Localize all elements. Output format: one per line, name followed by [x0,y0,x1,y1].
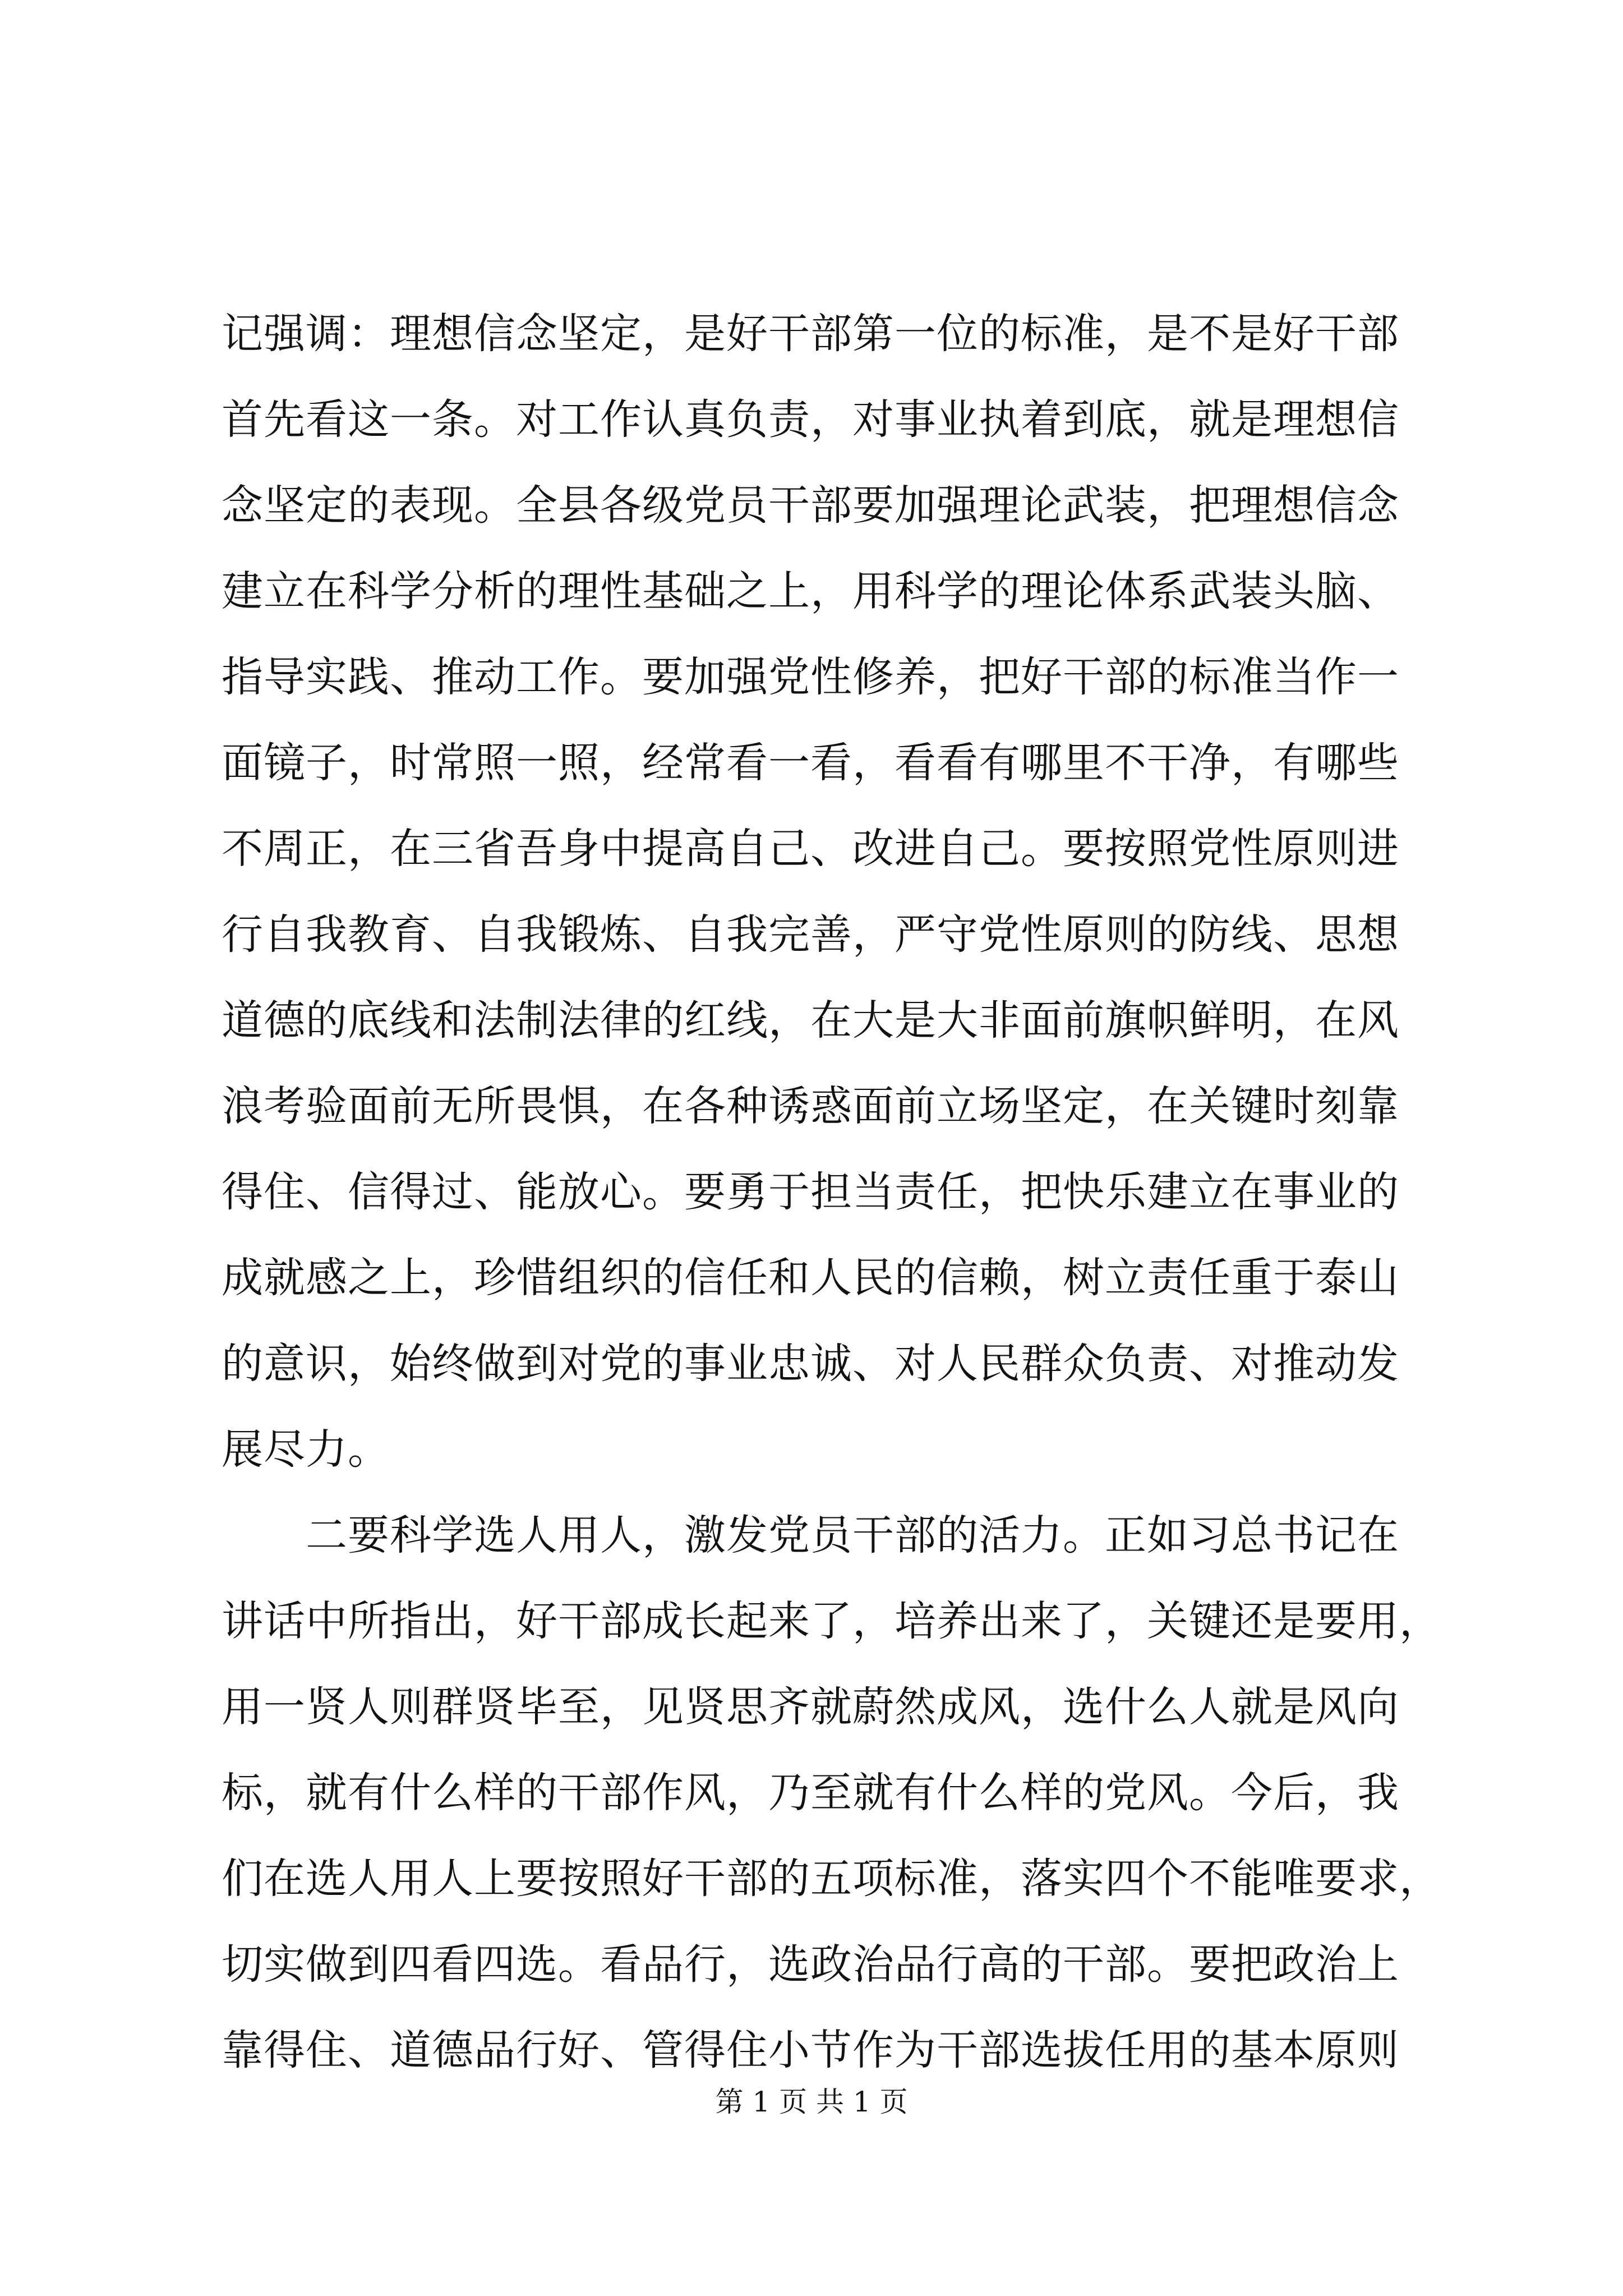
text-line: 建立在科学分析的理性基础之上，用科学的理论体系武装头脑、 [222,567,1399,615]
text-line: 行自我教育、自我锻炼、自我完善，严守党性原则的防线、思想 [222,910,1399,959]
text-line: 得住、信得过、能放心。要勇于担当责任，把快乐建立在事业的 [222,1168,1399,1216]
text-line: 用一贤人则群贤毕至，见贤思齐就蔚然成风，选什么人就是风向 [222,1683,1399,1731]
text-line: 道德的底线和法制法律的红线，在大是大非面前旗帜鲜明，在风 [222,996,1399,1045]
text-line: 们在选人用人上要按照好干部的五项标准，落实四个不能唯要求， [222,1855,1441,1903]
paragraph-first-line: 二要科学选人用人，激发党员干部的活力。正如习总书记在 [306,1511,1399,1559]
text-line: 面镜子，时常照一照，经常看一看，看看有哪里不干净，有哪些 [222,739,1399,787]
text-line: 标，就有什么样的干部作风，乃至就有什么样的党风。今后，我 [222,1769,1399,1817]
text-line: 靠得住、道德品行好、管得住小节作为干部选拔任用的基本原则 [222,2026,1399,2074]
text-line: 讲话中所指出，好干部成长起来了，培养出来了，关键还是要用， [222,1597,1441,1645]
text-line: 念坚定的表现。全县各级党员干部要加强理论武装，把理想信念 [222,481,1399,530]
text-line: 展尽力。 [222,1425,390,1474]
text-line: 的意识，始终做到对党的事业忠诚、对人民群众负责、对推动发 [222,1340,1399,1388]
page-footer: 第 1 页 共 1 页 [715,2086,908,2118]
text-line: 指导实践、推动工作。要加强党性修养，把好干部的标准当作一 [222,653,1399,701]
text-line: 切实做到四看四选。看品行，选政治品行高的干部。要把政治上 [222,1940,1399,1989]
text-line: 记强调：理想信念坚定，是好干部第一位的标准，是不是好干部 [222,310,1399,358]
text-line: 首先看这一条。对工作认真负责，对事业执着到底，就是理想信 [222,395,1399,444]
text-line: 成就感之上，珍惜组织的信任和人民的信赖，树立责任重于泰山 [222,1254,1399,1302]
text-line: 不周正，在三省吾身中提高自己、改进自己。要按照党性原则进 [222,825,1399,873]
text-line: 浪考验面前无所畏惧，在各种诱惑面前立场坚定，在关键时刻靠 [222,1082,1399,1130]
